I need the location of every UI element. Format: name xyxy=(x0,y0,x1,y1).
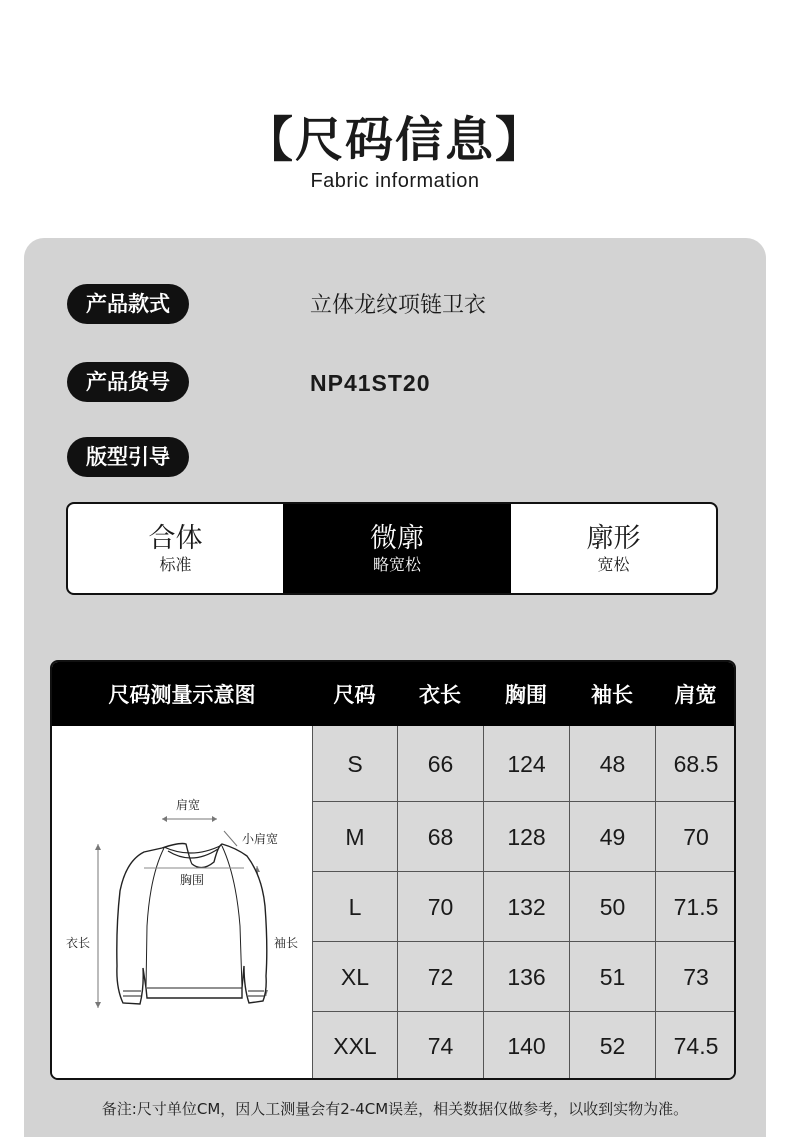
label-sleeve: 袖长 xyxy=(274,936,299,950)
fit-option-main: 廓形 xyxy=(586,522,641,554)
fit-option-relaxed xyxy=(283,504,511,593)
cell-length: 70 xyxy=(397,872,483,942)
label-shoulder: 肩宽 xyxy=(176,798,201,812)
cell-shoulder: 74.5 xyxy=(655,1012,736,1080)
size-table xyxy=(50,660,736,1080)
cell-length: 72 xyxy=(397,942,483,1012)
sweatshirt-diagram-icon xyxy=(52,726,312,1080)
cell-chest: 136 xyxy=(483,942,569,1012)
table-header-length: 衣长 xyxy=(419,683,461,707)
table-header-shoulder: 肩宽 xyxy=(674,683,717,707)
fit-option-oversized xyxy=(511,504,716,593)
table-header-diagram: 尺码测量示意图 xyxy=(108,683,256,707)
cell-chest: 140 xyxy=(483,1012,569,1080)
cell-chest: 132 xyxy=(483,872,569,942)
fit-label-pill: 版型引导 xyxy=(67,437,189,477)
code-value: NP41ST20 xyxy=(310,370,431,396)
style-label-pill: 产品款式 xyxy=(67,284,189,324)
fit-option-main: 微廓 xyxy=(370,522,424,554)
fit-option-sub: 略宽松 xyxy=(372,554,421,574)
cell-shoulder: 70 xyxy=(655,802,736,872)
footnote: 备注:尺寸单位CM，因人工测量会有2-4CM误差，相关数据仅做参考，以收到实物为准。 xyxy=(101,1100,689,1118)
label-small-shoulder: 小肩宽 xyxy=(242,832,279,846)
cell-sleeve: 49 xyxy=(569,802,655,872)
cell-size: S xyxy=(312,726,397,802)
table-header-size: 尺码 xyxy=(333,683,376,707)
cell-sleeve: 52 xyxy=(569,1012,655,1080)
cell-size: XXL xyxy=(312,1012,397,1080)
style-value: 立体龙纹项链卫衣 xyxy=(310,293,487,318)
table-header-row xyxy=(52,662,734,726)
code-label-pill: 产品货号 xyxy=(67,362,189,402)
fit-option-sub: 宽松 xyxy=(597,554,630,574)
measurement-diagram xyxy=(52,726,312,1080)
cell-size: M xyxy=(312,802,397,872)
cell-length: 68 xyxy=(397,802,483,872)
cell-sleeve: 50 xyxy=(569,872,655,942)
fit-selector xyxy=(66,502,718,595)
page-subtitle: Fabric information xyxy=(310,170,480,192)
cell-sleeve: 48 xyxy=(569,726,655,802)
page-title: 【尺码信息】 xyxy=(244,112,545,168)
fit-option-main: 合体 xyxy=(148,522,203,554)
label-length: 衣长 xyxy=(66,936,91,950)
cell-size: XL xyxy=(312,942,397,1012)
cell-chest: 128 xyxy=(483,802,569,872)
cell-length: 66 xyxy=(397,726,483,802)
cell-shoulder: 71.5 xyxy=(655,872,736,942)
cell-size: L xyxy=(312,872,397,942)
cell-length: 74 xyxy=(397,1012,483,1080)
table-header-sleeve: 袖长 xyxy=(591,683,633,707)
cell-shoulder: 73 xyxy=(655,942,736,1012)
fit-option-standard xyxy=(68,504,283,593)
cell-chest: 124 xyxy=(483,726,569,802)
table-header-chest: 胸围 xyxy=(505,683,547,707)
fit-option-sub: 标准 xyxy=(159,554,192,574)
cell-shoulder: 68.5 xyxy=(655,726,736,802)
label-chest: 胸围 xyxy=(180,873,205,887)
cell-sleeve: 51 xyxy=(569,942,655,1012)
size-grid xyxy=(312,726,736,1080)
